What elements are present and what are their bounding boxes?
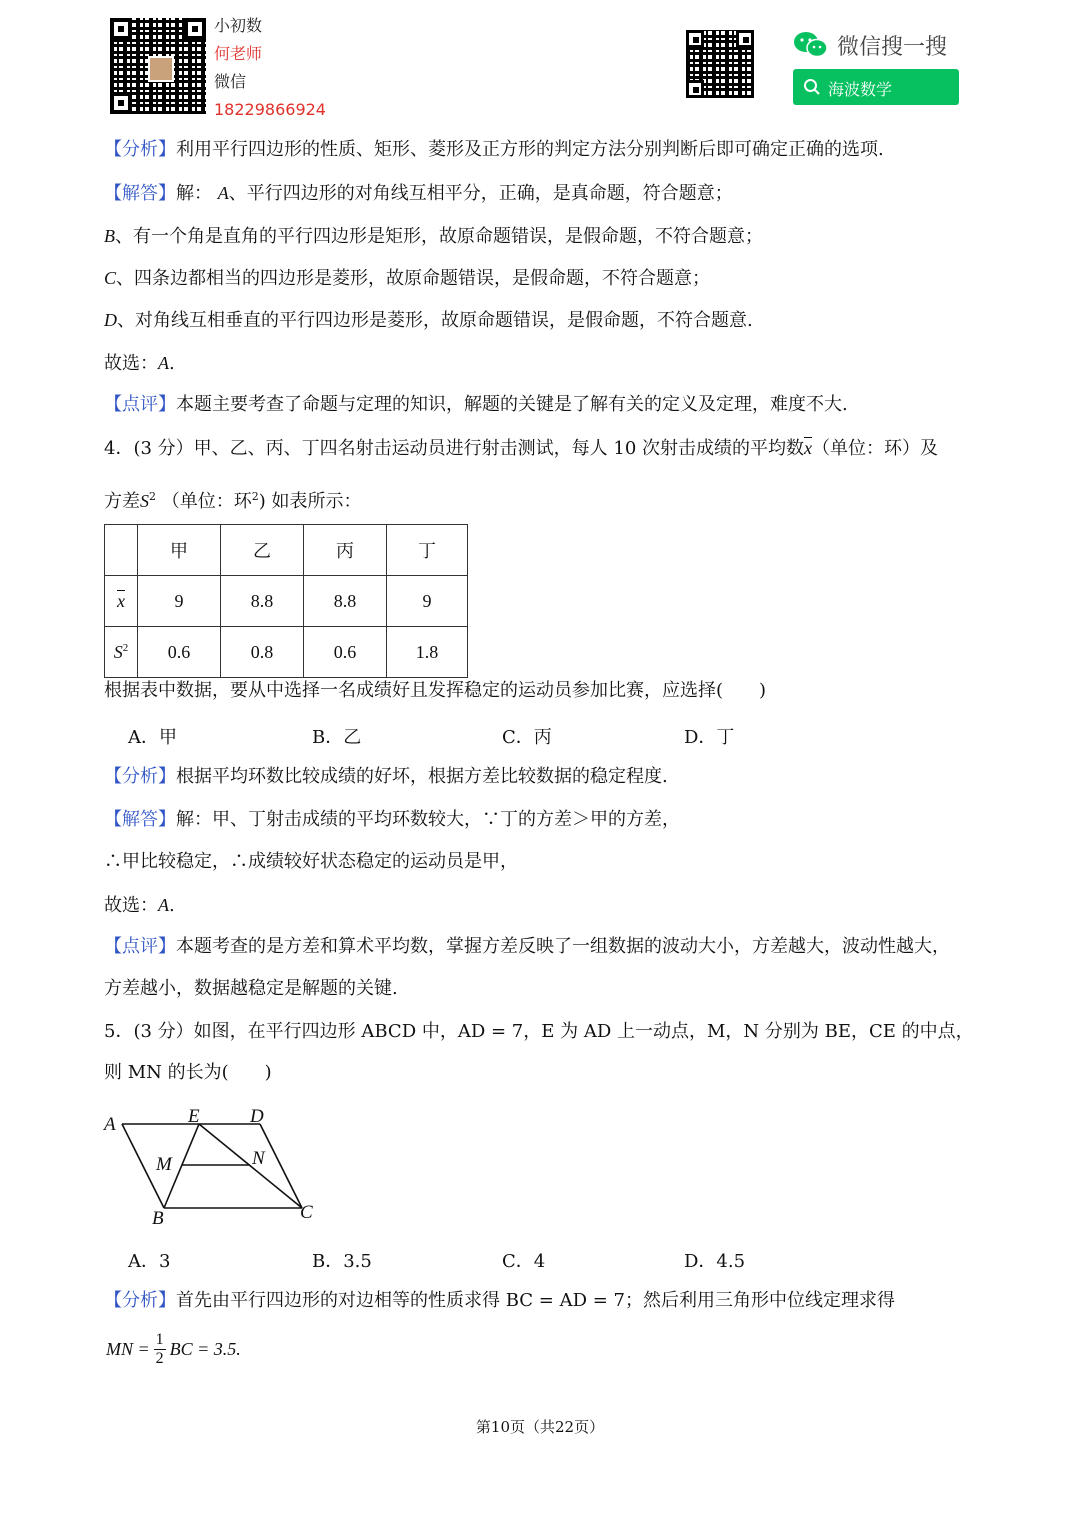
q4-comment: 【点评】本题考查的是方差和算术平均数，掌握方差反映了一组数据的波动大小，方差越大，波动性越大， bbox=[104, 936, 950, 957]
q4-question: 根据表中数据，要从中选择一名成绩好且发挥稳定的运动员参加比赛，应选择( ) bbox=[104, 680, 767, 701]
q5-option-d[interactable]: D．4.5 bbox=[684, 1251, 746, 1272]
table-header-row bbox=[105, 525, 468, 576]
contact-line-2: 何老师 bbox=[214, 44, 263, 63]
q5-option-c[interactable]: C．4 bbox=[502, 1251, 546, 1272]
q4-answer: 【解答】解：甲、丁射击成绩的平均环数较大，∵丁的方差＞甲的方差， bbox=[104, 809, 680, 830]
comment-tag: 【点评】 bbox=[104, 936, 176, 957]
label-a: A bbox=[104, 1114, 116, 1135]
q5-option-a[interactable]: A．3 bbox=[128, 1251, 171, 1272]
search-icon bbox=[803, 78, 821, 96]
score-table bbox=[104, 524, 468, 678]
qr-code-left bbox=[110, 18, 206, 114]
contact-info bbox=[214, 12, 326, 124]
analysis-tag: 【分析】 bbox=[104, 766, 176, 787]
q4-answer-2: ∴甲比较稳定，∴成绩较好状态稳定的运动员是甲， bbox=[104, 851, 518, 872]
contact-line-1: 小初数 bbox=[214, 16, 263, 35]
qr-code-right bbox=[686, 30, 754, 98]
q4-option-b[interactable]: B．乙 bbox=[312, 727, 362, 748]
q3-option-b: B、有一个角是直角的平行四边形是矩形，故原命题错误，是假命题，不符合题意； bbox=[104, 226, 763, 247]
answer-tag: 【解答】 bbox=[104, 809, 176, 830]
wechat-search-header bbox=[793, 28, 947, 62]
table-header: 乙 bbox=[221, 525, 304, 576]
table-header: 丁 bbox=[387, 525, 468, 576]
contact-line-3: 微信 bbox=[214, 72, 247, 91]
wechat-search-button[interactable] bbox=[793, 69, 959, 105]
q5-formula: MN = $\frac{1}{2}$ BC = 3.5. bbox=[106, 1330, 241, 1367]
row-label-mean: $\overline{x}$ bbox=[105, 576, 138, 627]
table-header: 甲 bbox=[138, 525, 221, 576]
table-cell: 0.6 bbox=[138, 627, 221, 678]
parallelogram-figure bbox=[102, 1102, 322, 1228]
comment-tag: 【点评】 bbox=[104, 394, 176, 415]
q5-analysis: 【分析】首先由平行四边形的对边相等的性质求得 BC = AD = 7；然后利用三角形中位线定理求得 bbox=[104, 1290, 895, 1311]
q3-answer: 【解答】解： A、平行四边形的对角线互相平分，正确，是真命题，符合题意； bbox=[104, 183, 733, 204]
analysis-tag: 【分析】 bbox=[104, 139, 176, 160]
q4-stem-line1: 4．(3 分）甲、乙、丙、丁四名射击运动员进行射击测试，每人 10 次射击成绩的平均数$\overline{x}$（单位：环）及 bbox=[104, 438, 938, 459]
table-cell: 9 bbox=[387, 576, 468, 627]
contact-phone: 18229866924 bbox=[214, 100, 326, 119]
q5-stem-line1: 5．(3 分）如图，在平行四边形 ABCD 中，AD = 7，E 为 AD 上一动点，M，N 分别为 BE，CE 的中点， bbox=[104, 1021, 974, 1042]
q3-option-c: C、四条边都相当的四边形是菱形，故原命题错误，是假命题，不符合题意； bbox=[104, 268, 711, 289]
label-d: D bbox=[250, 1106, 264, 1127]
q5-stem-line2: 则 MN 的长为( ) bbox=[104, 1062, 272, 1083]
q4-choice: 故选：A. bbox=[104, 895, 175, 916]
fraction: $\frac{1}{2}$ bbox=[155, 1330, 164, 1367]
table-row bbox=[105, 576, 468, 627]
table-cell: 1.8 bbox=[387, 627, 468, 678]
analysis-tag: 【分析】 bbox=[104, 1290, 176, 1311]
wechat-search-button-label: 海波数学 bbox=[828, 80, 893, 99]
avatar bbox=[148, 56, 174, 82]
table-header: 丙 bbox=[304, 525, 387, 576]
wechat-icon bbox=[793, 30, 829, 60]
table-cell: 0.6 bbox=[304, 627, 387, 678]
row-label-variance: $S^2$ bbox=[105, 627, 138, 678]
table-corner bbox=[105, 525, 138, 576]
q5-option-b[interactable]: B．3.5 bbox=[312, 1251, 372, 1272]
q3-choice: 故选：A. bbox=[104, 353, 175, 374]
q4-option-c[interactable]: C．丙 bbox=[502, 727, 552, 748]
label-e: E bbox=[188, 1106, 200, 1127]
label-m: M bbox=[156, 1154, 172, 1175]
q3-comment: 【点评】本题主要考查了命题与定理的知识，解题的关键是了解有关的定义及定理，难度不大. bbox=[104, 394, 848, 415]
table-cell: 8.8 bbox=[304, 576, 387, 627]
table-row bbox=[105, 627, 468, 678]
q4-stem-line2: 方差$S^2$ （单位：环$^2$) 如表所示： bbox=[104, 490, 362, 512]
table-cell: 8.8 bbox=[221, 576, 304, 627]
q4-analysis: 【分析】根据平均环数比较成绩的好坏，根据方差比较数据的稳定程度. bbox=[104, 766, 668, 787]
q4-option-d[interactable]: D．丁 bbox=[684, 727, 735, 748]
q4-comment-2: 方差越小，数据越稳定是解题的关键. bbox=[104, 978, 398, 999]
label-n: N bbox=[252, 1148, 265, 1169]
wechat-search-title: 微信搜一搜 bbox=[837, 34, 948, 60]
q3-option-d: D、对角线互相垂直的平行四边形是菱形，故原命题错误，是假命题，不符合题意. bbox=[104, 310, 753, 331]
table-cell: 9 bbox=[138, 576, 221, 627]
q4-option-a[interactable]: A．甲 bbox=[128, 727, 177, 748]
label-c: C bbox=[300, 1202, 313, 1223]
q3-analysis: 【分析】利用平行四边形的性质、矩形、菱形及正方形的判定方法分别判断后即可确定正确的选项. bbox=[104, 139, 884, 160]
page-number: 第10页（共22页） bbox=[475, 1418, 605, 1436]
label-b: B bbox=[152, 1208, 164, 1228]
table-cell: 0.8 bbox=[221, 627, 304, 678]
answer-tag: 【解答】 bbox=[104, 183, 176, 204]
